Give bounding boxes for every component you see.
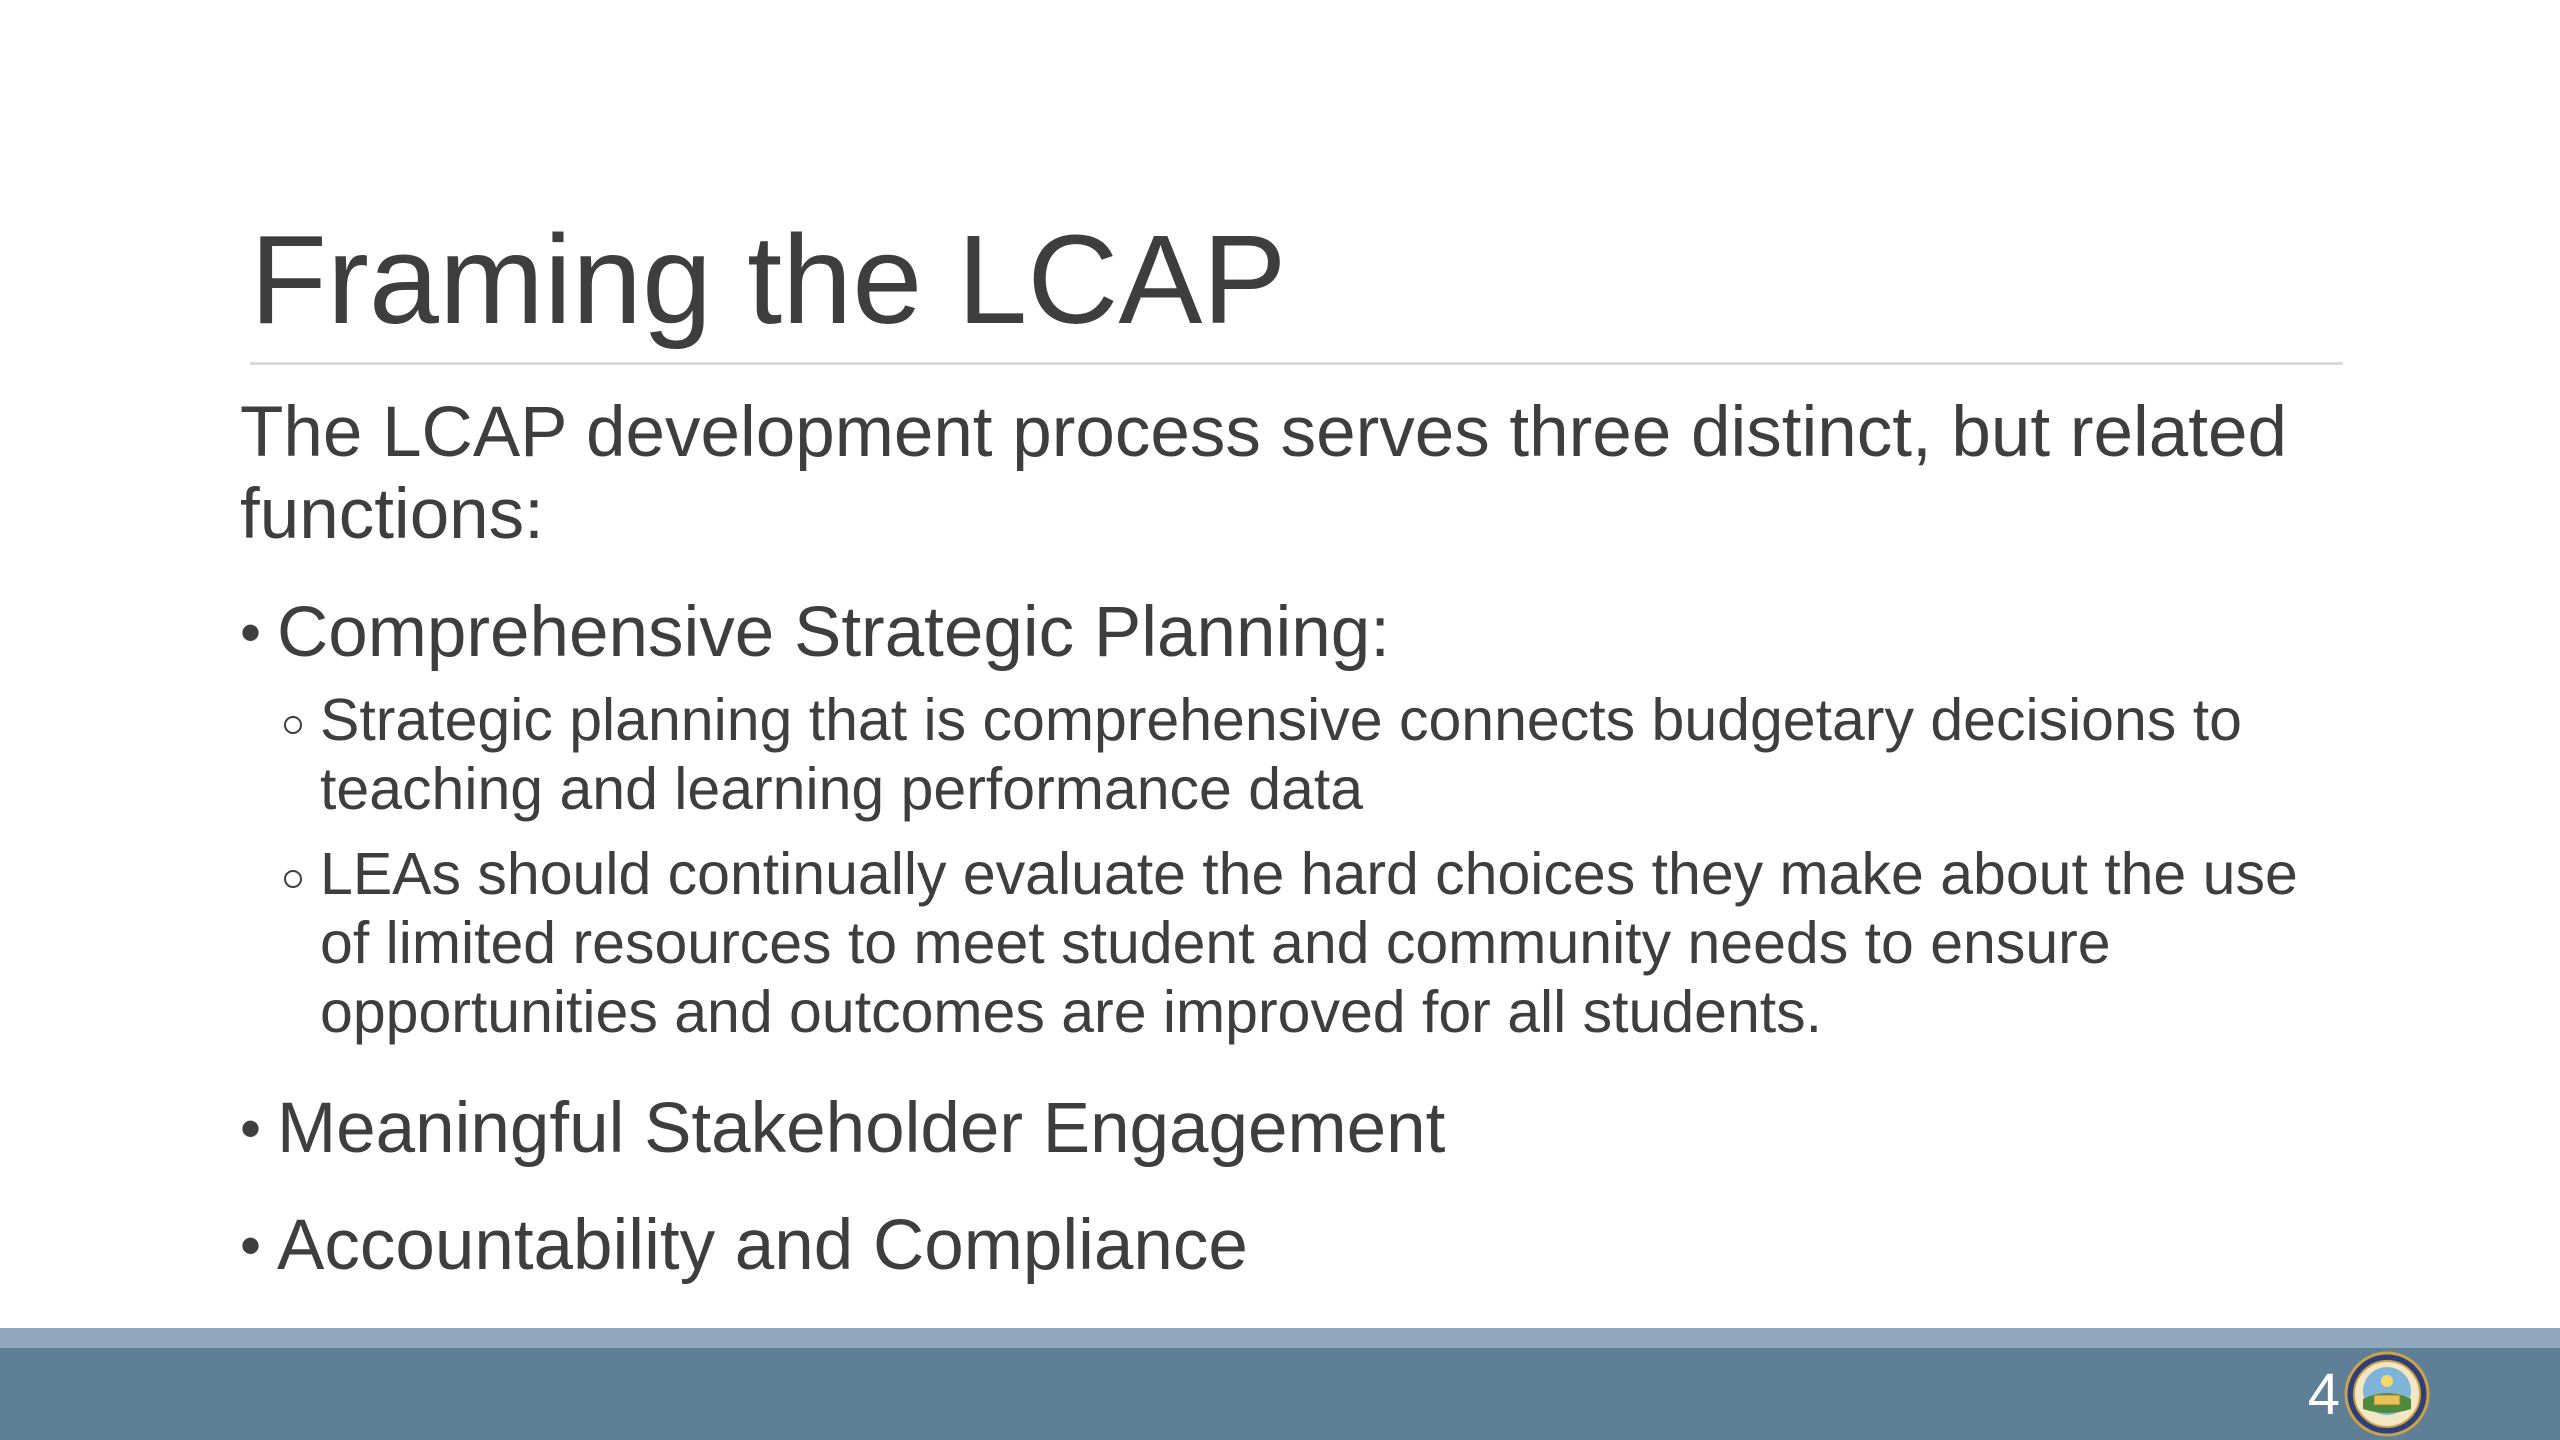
hollow-bullet-icon — [280, 686, 320, 755]
bullet-text: Meaningful Stakeholder Engagement — [277, 1089, 1446, 1168]
page-number: 4 — [2307, 1362, 2340, 1427]
bullet-item — [240, 1088, 2440, 1170]
sub-bullet-item — [280, 840, 2320, 1047]
bullet-item — [240, 1205, 2440, 1287]
sub-bullet-text: LEAs should continually evaluate the hard choices they make about the use of limited resources to meet student and community needs to ensure opportunities and outcomes are improved for all students. — [320, 841, 2298, 1045]
bullet-marker: • — [240, 1095, 262, 1162]
sub-bullet-text: Strategic planning that is comprehensive connects budgetary decisions to teaching and learning performance data — [320, 687, 2242, 822]
footer-accent-band — [0, 1328, 2560, 1348]
bullet-item — [240, 592, 2440, 674]
bullet-marker: • — [240, 1212, 262, 1279]
footer-band — [0, 1348, 2560, 1440]
bullet-text: Comprehensive Strategic Planning: — [277, 593, 1390, 672]
bullet-marker: • — [240, 599, 262, 666]
slide-title: Framing the LCAP — [250, 209, 1287, 350]
intro-text: The LCAP development process serves three distinct, but related functions: — [240, 393, 2287, 554]
state-seal-icon — [2344, 1351, 2430, 1437]
sub-bullet-item — [280, 686, 2320, 824]
bullet-text: Accountability and Compliance — [277, 1206, 1248, 1285]
title-divider — [250, 362, 2343, 365]
hollow-bullet-icon — [280, 840, 320, 909]
